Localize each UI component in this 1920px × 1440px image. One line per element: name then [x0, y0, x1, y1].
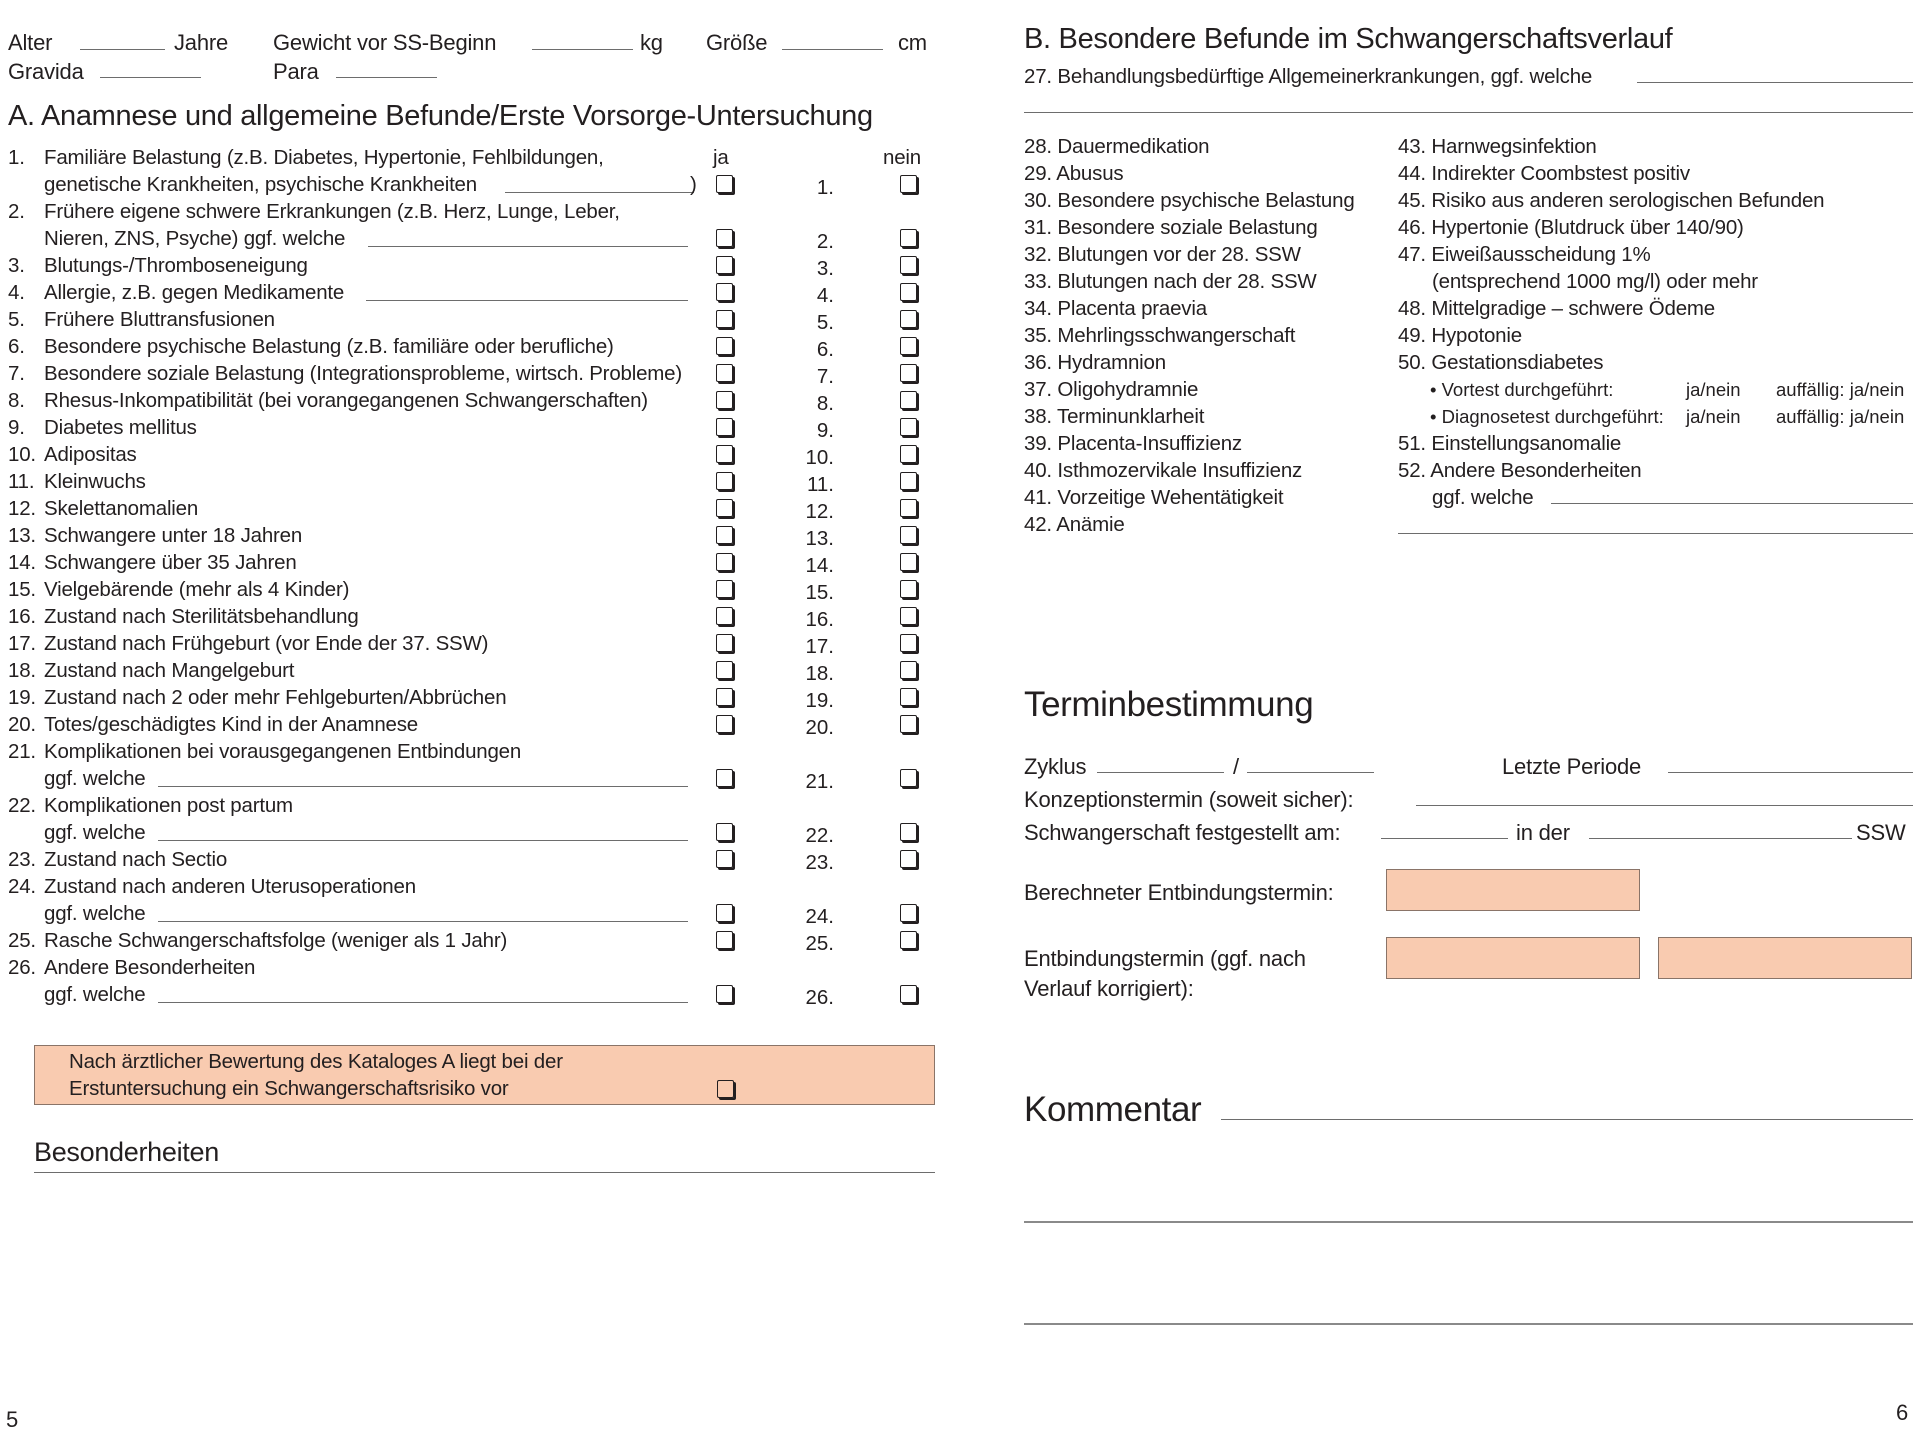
item-label: Andere Besonderheiten: [44, 956, 256, 979]
diagnosetest-auffaellig[interactable]: auffällig: ja/nein: [1776, 406, 1905, 427]
gewicht-input[interactable]: [532, 49, 633, 50]
item-code: 16.: [805, 608, 834, 631]
ja-checkbox[interactable]: [716, 175, 733, 193]
terminbestimmung-heading: Terminbestimmung: [1024, 685, 1314, 724]
item-label: Kleinwuchs: [44, 470, 146, 493]
ja-checkbox[interactable]: [716, 553, 733, 571]
item-code: 8.: [816, 392, 834, 415]
item-number: 1.: [8, 146, 25, 169]
item-code: 3.: [816, 257, 834, 280]
item-code: 5.: [816, 311, 834, 334]
item-code: 23.: [805, 851, 834, 874]
ja-checkbox[interactable]: [716, 283, 733, 301]
item-number: 11.: [8, 470, 35, 493]
nein-checkbox[interactable]: [900, 256, 917, 274]
zyklus-input-1[interactable]: [1097, 772, 1224, 773]
section-b-item: 30. Besondere psychische Belastung: [1024, 189, 1355, 212]
section-b-item: 34. Placenta praevia: [1024, 297, 1207, 320]
item-label: Familiäre Belastung (z.B. Diabetes, Hypertonie, Fehlbildungen,: [44, 146, 604, 169]
konzeption-label: Konzeptionstermin (soweit sicher):: [1024, 787, 1354, 812]
nein-checkbox[interactable]: [900, 229, 917, 247]
nein-checkbox[interactable]: [900, 607, 917, 625]
item-number: 6.: [8, 335, 25, 358]
item-47: 47. Eiweißausscheidung 1%: [1398, 243, 1651, 266]
korrigiert-input-2[interactable]: [1658, 937, 1912, 979]
item-code: 18.: [805, 662, 834, 685]
groesse-input[interactable]: [782, 49, 883, 50]
ja-checkbox[interactable]: [716, 256, 733, 274]
kommentar-input-line1[interactable]: [1221, 1119, 1913, 1120]
nein-checkbox[interactable]: [900, 580, 917, 598]
item-detail-input[interactable]: [505, 192, 694, 193]
ja-checkbox[interactable]: [716, 310, 733, 328]
groesse-label: Größe: [706, 30, 768, 55]
besonderheiten-input[interactable]: [34, 1172, 935, 1173]
item-label: Besondere soziale Belastung (Integrationsprobleme, wirtsch. Probleme): [44, 362, 682, 385]
ja-checkbox[interactable]: [716, 364, 733, 382]
festgestellt-date-input[interactable]: [1381, 838, 1508, 839]
item-52-input[interactable]: [1551, 503, 1913, 504]
col-ja-header: ja: [713, 146, 729, 169]
item-code: 15.: [805, 581, 834, 604]
alter-input[interactable]: [80, 49, 165, 50]
festgestellt-label: Schwangerschaft festgestellt am:: [1024, 820, 1341, 845]
item-label: Schwangere über 35 Jahren: [44, 551, 297, 574]
section-b-item: 29. Abusus: [1024, 162, 1124, 185]
item-code: 22.: [805, 824, 834, 847]
nein-checkbox[interactable]: [900, 364, 917, 382]
ja-checkbox[interactable]: [716, 391, 733, 409]
gravida-input[interactable]: [100, 77, 201, 78]
page-number-right: 6: [1896, 1400, 1909, 1425]
ja-checkbox[interactable]: [716, 472, 733, 490]
risk-checkbox[interactable]: [717, 1080, 734, 1098]
kg-label: kg: [640, 30, 663, 55]
item-label-line2: genetische Krankheiten, psychische Krankheiten: [44, 173, 477, 196]
ja-checkbox[interactable]: [716, 526, 733, 544]
item-number: 7.: [8, 362, 25, 385]
nein-checkbox[interactable]: [900, 175, 917, 193]
item-code: 9.: [816, 419, 834, 442]
besonderheiten-heading: Besonderheiten: [34, 1137, 219, 1167]
item-number: 15.: [8, 578, 36, 601]
item-51: 51. Einstellungsanomalie: [1398, 432, 1622, 455]
item-number: 8.: [8, 389, 25, 412]
item-code: 24.: [805, 905, 834, 928]
item-label: Zustand nach Mangelgeburt: [44, 659, 295, 682]
ja-checkbox[interactable]: [716, 337, 733, 355]
ja-checkbox[interactable]: [716, 445, 733, 463]
alter-label: Alter: [8, 30, 53, 55]
vortest-value[interactable]: ja/nein: [1686, 379, 1741, 400]
item-label: Rhesus-Inkompatibilität (bei vorangegangenen Schwangerschaften): [44, 389, 648, 412]
ja-checkbox[interactable]: [716, 499, 733, 517]
item-detail-input[interactable]: [158, 1002, 688, 1003]
section-b-item: 33. Blutungen nach der 28. SSW: [1024, 270, 1317, 293]
item-code: 4.: [816, 284, 834, 307]
item-detail-input[interactable]: [158, 840, 688, 841]
item-label: Schwangere unter 18 Jahren: [44, 524, 303, 547]
nein-checkbox[interactable]: [900, 904, 917, 922]
section-b-item: 42. Anämie: [1024, 513, 1125, 536]
item-label: Zustand nach Sterilitätsbehandlung: [44, 605, 359, 628]
item-code: 7.: [816, 365, 834, 388]
zyklus-label: Zyklus: [1024, 754, 1087, 779]
item-52-welche-label: ggf. welche: [1432, 486, 1534, 509]
nein-checkbox[interactable]: [900, 634, 917, 652]
item-number: 12.: [8, 497, 36, 520]
section-b-item: 40. Isthmozervikale Insuffizienz: [1024, 459, 1303, 482]
item-46: 46. Hypertonie (Blutdruck über 140/90): [1398, 216, 1744, 239]
ja-checkbox[interactable]: [716, 823, 733, 841]
nein-checkbox[interactable]: [900, 985, 917, 1003]
item-number: 26.: [8, 956, 36, 979]
item-detail-input[interactable]: [366, 300, 688, 301]
item-label: Komplikationen post partum: [44, 794, 293, 817]
item-label-line2: ggf. welche: [44, 902, 146, 925]
item-label: Zustand nach Frühgeburt (vor Ende der 37. SSW): [44, 632, 489, 655]
item-code: 13.: [805, 527, 834, 550]
item-number: 25.: [8, 929, 36, 952]
zyklus-input-2[interactable]: [1247, 772, 1374, 773]
item-label-line2: ggf. welche: [44, 767, 146, 790]
item-code: 17.: [805, 635, 834, 658]
gravida-label: Gravida: [8, 59, 84, 84]
item-detail-input[interactable]: [158, 921, 688, 922]
item-52: 52. Andere Besonderheiten: [1398, 459, 1642, 482]
item-number: 10.: [8, 443, 36, 466]
item-number: 17.: [8, 632, 36, 655]
korrigiert-input-1[interactable]: [1386, 937, 1640, 979]
item-number: 9.: [8, 416, 25, 439]
page-number-left: 5: [6, 1407, 19, 1432]
jahre-label: Jahre: [174, 30, 229, 55]
item-45: 45. Risiko aus anderen serologischen Befunden: [1398, 189, 1825, 212]
kommentar-heading: Kommentar: [1024, 1090, 1202, 1129]
item-49: 49. Hypotonie: [1398, 324, 1522, 347]
in-der-label: in der: [1516, 820, 1570, 845]
zyklus-separator: /: [1233, 754, 1239, 779]
kommentar-input-line3[interactable]: [1024, 1323, 1913, 1325]
nein-checkbox[interactable]: [900, 931, 917, 949]
item-code: 19.: [805, 689, 834, 712]
item-27-input-line2[interactable]: [1024, 112, 1913, 113]
vortest-auffaellig[interactable]: auffällig: ja/nein: [1776, 379, 1905, 400]
item-number: 22.: [8, 794, 36, 817]
item-code: 14.: [805, 554, 834, 577]
section-b-title: B. Besondere Befunde im Schwangerschaftsverlauf: [1024, 23, 1673, 55]
section-a-title: A. Anamnese und allgemeine Befunde/Erste Vorsorge-Untersuchung: [8, 100, 873, 132]
item-number: 4.: [8, 281, 25, 304]
ja-checkbox[interactable]: [716, 661, 733, 679]
item-label: Totes/geschädigtes Kind in der Anamnese: [44, 713, 418, 736]
ja-checkbox[interactable]: [716, 229, 733, 247]
item-27-input[interactable]: [1637, 82, 1913, 83]
nein-checkbox[interactable]: [900, 715, 917, 733]
item-label-line2: Nieren, ZNS, Psyche) ggf. welche: [44, 227, 346, 250]
kommentar-input-line2[interactable]: [1024, 1221, 1913, 1223]
section-b-item: 35. Mehrlingsschwangerschaft: [1024, 324, 1296, 347]
closing-paren: ): [690, 173, 697, 196]
nein-checkbox[interactable]: [900, 283, 917, 301]
ja-checkbox[interactable]: [716, 850, 733, 868]
para-label: Para: [273, 59, 319, 84]
item-50: 50. Gestationsdiabetes: [1398, 351, 1604, 374]
item-label: Diabetes mellitus: [44, 416, 197, 439]
ja-checkbox[interactable]: [716, 985, 733, 1003]
item-label: Frühere eigene schwere Erkrankungen (z.B. Herz, Lunge, Leber,: [44, 200, 620, 223]
item-48: 48. Mittelgradige – schwere Ödeme: [1398, 297, 1716, 320]
vortest-label: • Vortest durchgeführt:: [1430, 379, 1614, 400]
nein-checkbox[interactable]: [900, 472, 917, 490]
item-number: 19.: [8, 686, 36, 709]
risk-text-line1: Nach ärztlicher Bewertung des Kataloges A liegt bei der: [69, 1050, 563, 1073]
item-label: Rasche Schwangerschaftsfolge (weniger als 1 Jahr): [44, 929, 508, 952]
item-code: 10.: [805, 446, 834, 469]
nein-checkbox[interactable]: [900, 553, 917, 571]
nein-checkbox[interactable]: [900, 769, 917, 787]
nein-checkbox[interactable]: [900, 445, 917, 463]
item-code: 2.: [816, 230, 834, 253]
section-b-item: 31. Besondere soziale Belastung: [1024, 216, 1318, 239]
item-code: 6.: [816, 338, 834, 361]
konzeption-input[interactable]: [1416, 805, 1913, 806]
ja-checkbox[interactable]: [716, 580, 733, 598]
item-44: 44. Indirekter Coombstest positiv: [1398, 162, 1690, 185]
item-27-label: 27. Behandlungsbedürftige Allgemeinerkrankungen, ggf. welche: [1024, 65, 1593, 88]
letzte-periode-input[interactable]: [1668, 772, 1913, 773]
ja-checkbox[interactable]: [716, 688, 733, 706]
item-detail-input[interactable]: [158, 786, 688, 787]
ja-checkbox[interactable]: [716, 904, 733, 922]
nein-checkbox[interactable]: [900, 850, 917, 868]
col-nein-header: nein: [883, 146, 921, 169]
diagnosetest-label: • Diagnosetest durchgeführt:: [1430, 406, 1664, 427]
section-b-item: 32. Blutungen vor der 28. SSW: [1024, 243, 1301, 266]
item-number: 18.: [8, 659, 36, 682]
item-label: Frühere Bluttransfusionen: [44, 308, 275, 331]
item-label: Zustand nach anderen Uterusoperationen: [44, 875, 416, 898]
item-number: 20.: [8, 713, 36, 736]
item-label-line2: ggf. welche: [44, 983, 146, 1006]
item-label: Komplikationen bei vorausgegangenen Entbindungen: [44, 740, 522, 763]
item-detail-input[interactable]: [368, 246, 688, 247]
item-code: 1.: [816, 176, 834, 199]
item-47-detail: (entsprechend 1000 mg/l) oder mehr: [1432, 270, 1758, 293]
letzte-periode-label: Letzte Periode: [1502, 754, 1642, 779]
ja-checkbox[interactable]: [716, 769, 733, 787]
section-b-item: 41. Vorzeitige Wehentätigkeit: [1024, 486, 1284, 509]
item-label: Blutungs-/Thromboseneigung: [44, 254, 308, 277]
section-b-item: 39. Placenta-Insuffizienz: [1024, 432, 1242, 455]
korrigiert-label-line2: Verlauf korrigiert):: [1024, 976, 1194, 1001]
item-label: Zustand nach 2 oder mehr Fehlgeburten/Abbrüchen: [44, 686, 507, 709]
section-b-item: 37. Oligohydramnie: [1024, 378, 1199, 401]
nein-checkbox[interactable]: [900, 418, 917, 436]
ja-checkbox[interactable]: [716, 931, 733, 949]
item-label: Adipositas: [44, 443, 137, 466]
item-label: Zustand nach Sectio: [44, 848, 228, 871]
berechnet-label: Berechneter Entbindungstermin:: [1024, 880, 1334, 905]
section-b-item: 36. Hydramnion: [1024, 351, 1166, 374]
item-number: 13.: [8, 524, 36, 547]
item-code: 25.: [805, 932, 834, 955]
risk-text-line2: Erstuntersuchung ein Schwangerschaftsrisiko vor: [69, 1077, 509, 1100]
nein-checkbox[interactable]: [900, 526, 917, 544]
item-number: 23.: [8, 848, 36, 871]
item-label: Allergie, z.B. gegen Medikamente: [44, 281, 345, 304]
item-number: 3.: [8, 254, 25, 277]
ssw-input[interactable]: [1589, 838, 1852, 839]
item-label: Vielgebärende (mehr als 4 Kinder): [44, 578, 350, 601]
item-code: 12.: [805, 500, 834, 523]
item-code: 20.: [805, 716, 834, 739]
nein-checkbox[interactable]: [900, 661, 917, 679]
nein-checkbox[interactable]: [900, 310, 917, 328]
item-code: 26.: [805, 986, 834, 1009]
item-number: 14.: [8, 551, 36, 574]
para-input[interactable]: [336, 77, 437, 78]
item-number: 16.: [8, 605, 36, 628]
item-52-input-line2[interactable]: [1398, 533, 1913, 534]
nein-checkbox[interactable]: [900, 823, 917, 841]
cm-label: cm: [898, 30, 927, 55]
nein-checkbox[interactable]: [900, 688, 917, 706]
item-code: 11.: [807, 473, 834, 496]
section-b-item: 28. Dauermedikation: [1024, 135, 1210, 158]
item-label: Besondere psychische Belastung (z.B. familiäre oder berufliche): [44, 335, 614, 358]
item-label: Skelettanomalien: [44, 497, 199, 520]
section-b-item: 38. Terminunklarheit: [1024, 405, 1205, 428]
nein-checkbox[interactable]: [900, 499, 917, 517]
item-code: 21.: [805, 770, 834, 793]
item-number: 24.: [8, 875, 36, 898]
nein-checkbox[interactable]: [900, 337, 917, 355]
item-number: 2.: [8, 200, 25, 223]
ja-checkbox[interactable]: [716, 418, 733, 436]
item-label-line2: ggf. welche: [44, 821, 146, 844]
gewicht-label: Gewicht vor SS-Beginn: [273, 30, 497, 55]
item-number: 21.: [8, 740, 36, 763]
nein-checkbox[interactable]: [900, 391, 917, 409]
korrigiert-label-line1: Entbindungstermin (ggf. nach: [1024, 946, 1306, 971]
ja-checkbox[interactable]: [716, 634, 733, 652]
berechnet-input[interactable]: [1386, 869, 1640, 911]
risk-assessment-box: [34, 1045, 935, 1105]
ja-checkbox[interactable]: [716, 607, 733, 625]
ja-checkbox[interactable]: [716, 715, 733, 733]
item-43: 43. Harnwegsinfektion: [1398, 135, 1597, 158]
diagnosetest-value[interactable]: ja/nein: [1686, 406, 1741, 427]
item-number: 5.: [8, 308, 25, 331]
ssw-label: SSW: [1856, 820, 1906, 845]
